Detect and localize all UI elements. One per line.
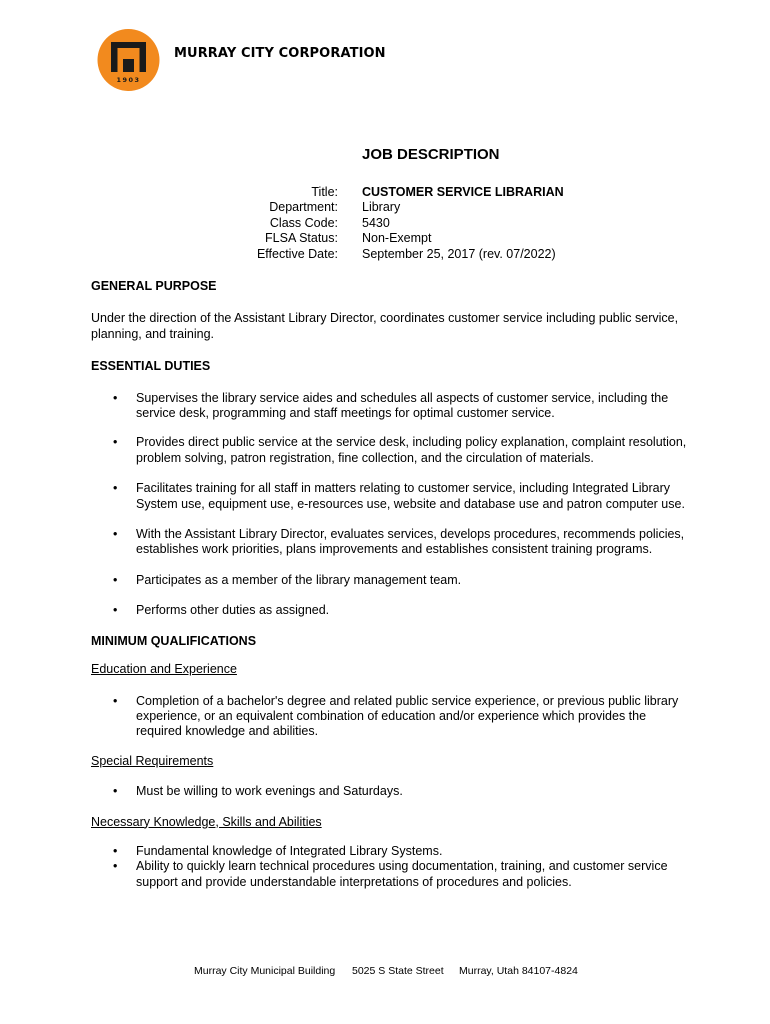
footer-building: Murray City Municipal Building [194,965,336,977]
document-title: JOB DESCRIPTION [362,146,500,163]
special-requirements-subheading: Special Requirements [91,753,214,768]
effective-date-value: September 25, 2017 (rev. 07/2022) [362,246,556,261]
title-label: Title: [311,185,338,199]
knowledge-skills-list [91,844,691,890]
education-experience-subheading: Education and Experience [91,662,237,677]
title-value: CUSTOMER SERVICE LIBRARIAN [362,185,564,199]
bullet-icon: • [113,843,118,858]
footer-city: Murray, Utah 84107-4824 [459,965,578,977]
footer-address: 5025 S State Street [352,965,444,977]
list-item: • Completion of a bachelor's degree and related public service experience, or previous public library experience, or an equivalent combination of education and/or experience which provides the required knowledge and abilities. [113,693,679,739]
list-item: • With the Assistant Library Director, evaluates services, develops procedures, recommends policies, establishes work priorities, plans improvements and establishes consistent training programs. [113,527,685,557]
bullet-icon: • [113,527,118,542]
flsa-status-value: Non-Exempt [362,231,432,246]
document-body [91,279,691,890]
bullet-icon: • [113,603,118,618]
bullet-icon: • [113,784,118,799]
bullet-icon: • [113,481,118,496]
class-code-value: 5430 [362,215,390,230]
flsa-status-label: FLSA Status: [265,231,338,246]
class-code-label: Class Code: [269,215,338,230]
murray-city-logo [96,29,161,91]
bullet-icon: • [113,435,118,450]
list-item: • Supervises the library service aides and schedules all aspects of customer service, including the service desk, programming and staff meetings for optimal customer service. [113,390,669,421]
list-item: • Must be willing to work evenings and Saturdays. [113,784,403,799]
bullet-icon: • [113,572,118,587]
list-item: • Performs other duties as assigned. [113,603,330,618]
essential-duties-list [91,391,691,619]
organization-name: MURRAY CITY CORPORATION [174,46,386,61]
special-requirements-list [91,784,691,799]
knowledge-skills-subheading: Necessary Knowledge, Skills and Abilities [91,814,322,829]
essential-duties-heading: ESSENTIAL DUTIES [91,359,211,374]
bullet-icon: • [113,693,118,708]
meta-labels [200,185,338,262]
list-item: • Fundamental knowledge of Integrated Library Systems. [113,843,443,858]
meta-values [362,185,564,262]
logo-year: 1903 [116,76,141,84]
bullet-icon: • [113,859,118,874]
bullet-icon: • [113,390,118,405]
department-value: Library [362,200,401,215]
list-item: • Participates as a member of the library management team. [113,572,462,587]
department-label: Department: [269,200,338,215]
education-list [91,694,691,740]
list-item: • Provides direct public service at the service desk, including policy explanation, complaint resolution, problem solving, patron registration, fine collection, and the circulation of materials. [113,435,687,465]
general-purpose-text: Under the direction of the Assistant Library Director, coordinates customer service including public service, planning, and training. [91,311,679,341]
general-purpose-heading: GENERAL PURPOSE [91,279,217,293]
effective-date-label: Effective Date: [256,246,338,261]
list-item: • Facilitates training for all staff in matters relating to customer service, including Integrated Library System use, equipment use, e-resources use, website and database use and patron computer use. [113,481,685,511]
minimum-qualifications-heading: MINIMUM QUALIFICATIONS [91,633,257,648]
list-item: • Ability to quickly learn technical procedures using documentation, training, and customer service support and provide understandable interpretations of procedures and policies. [113,859,668,889]
